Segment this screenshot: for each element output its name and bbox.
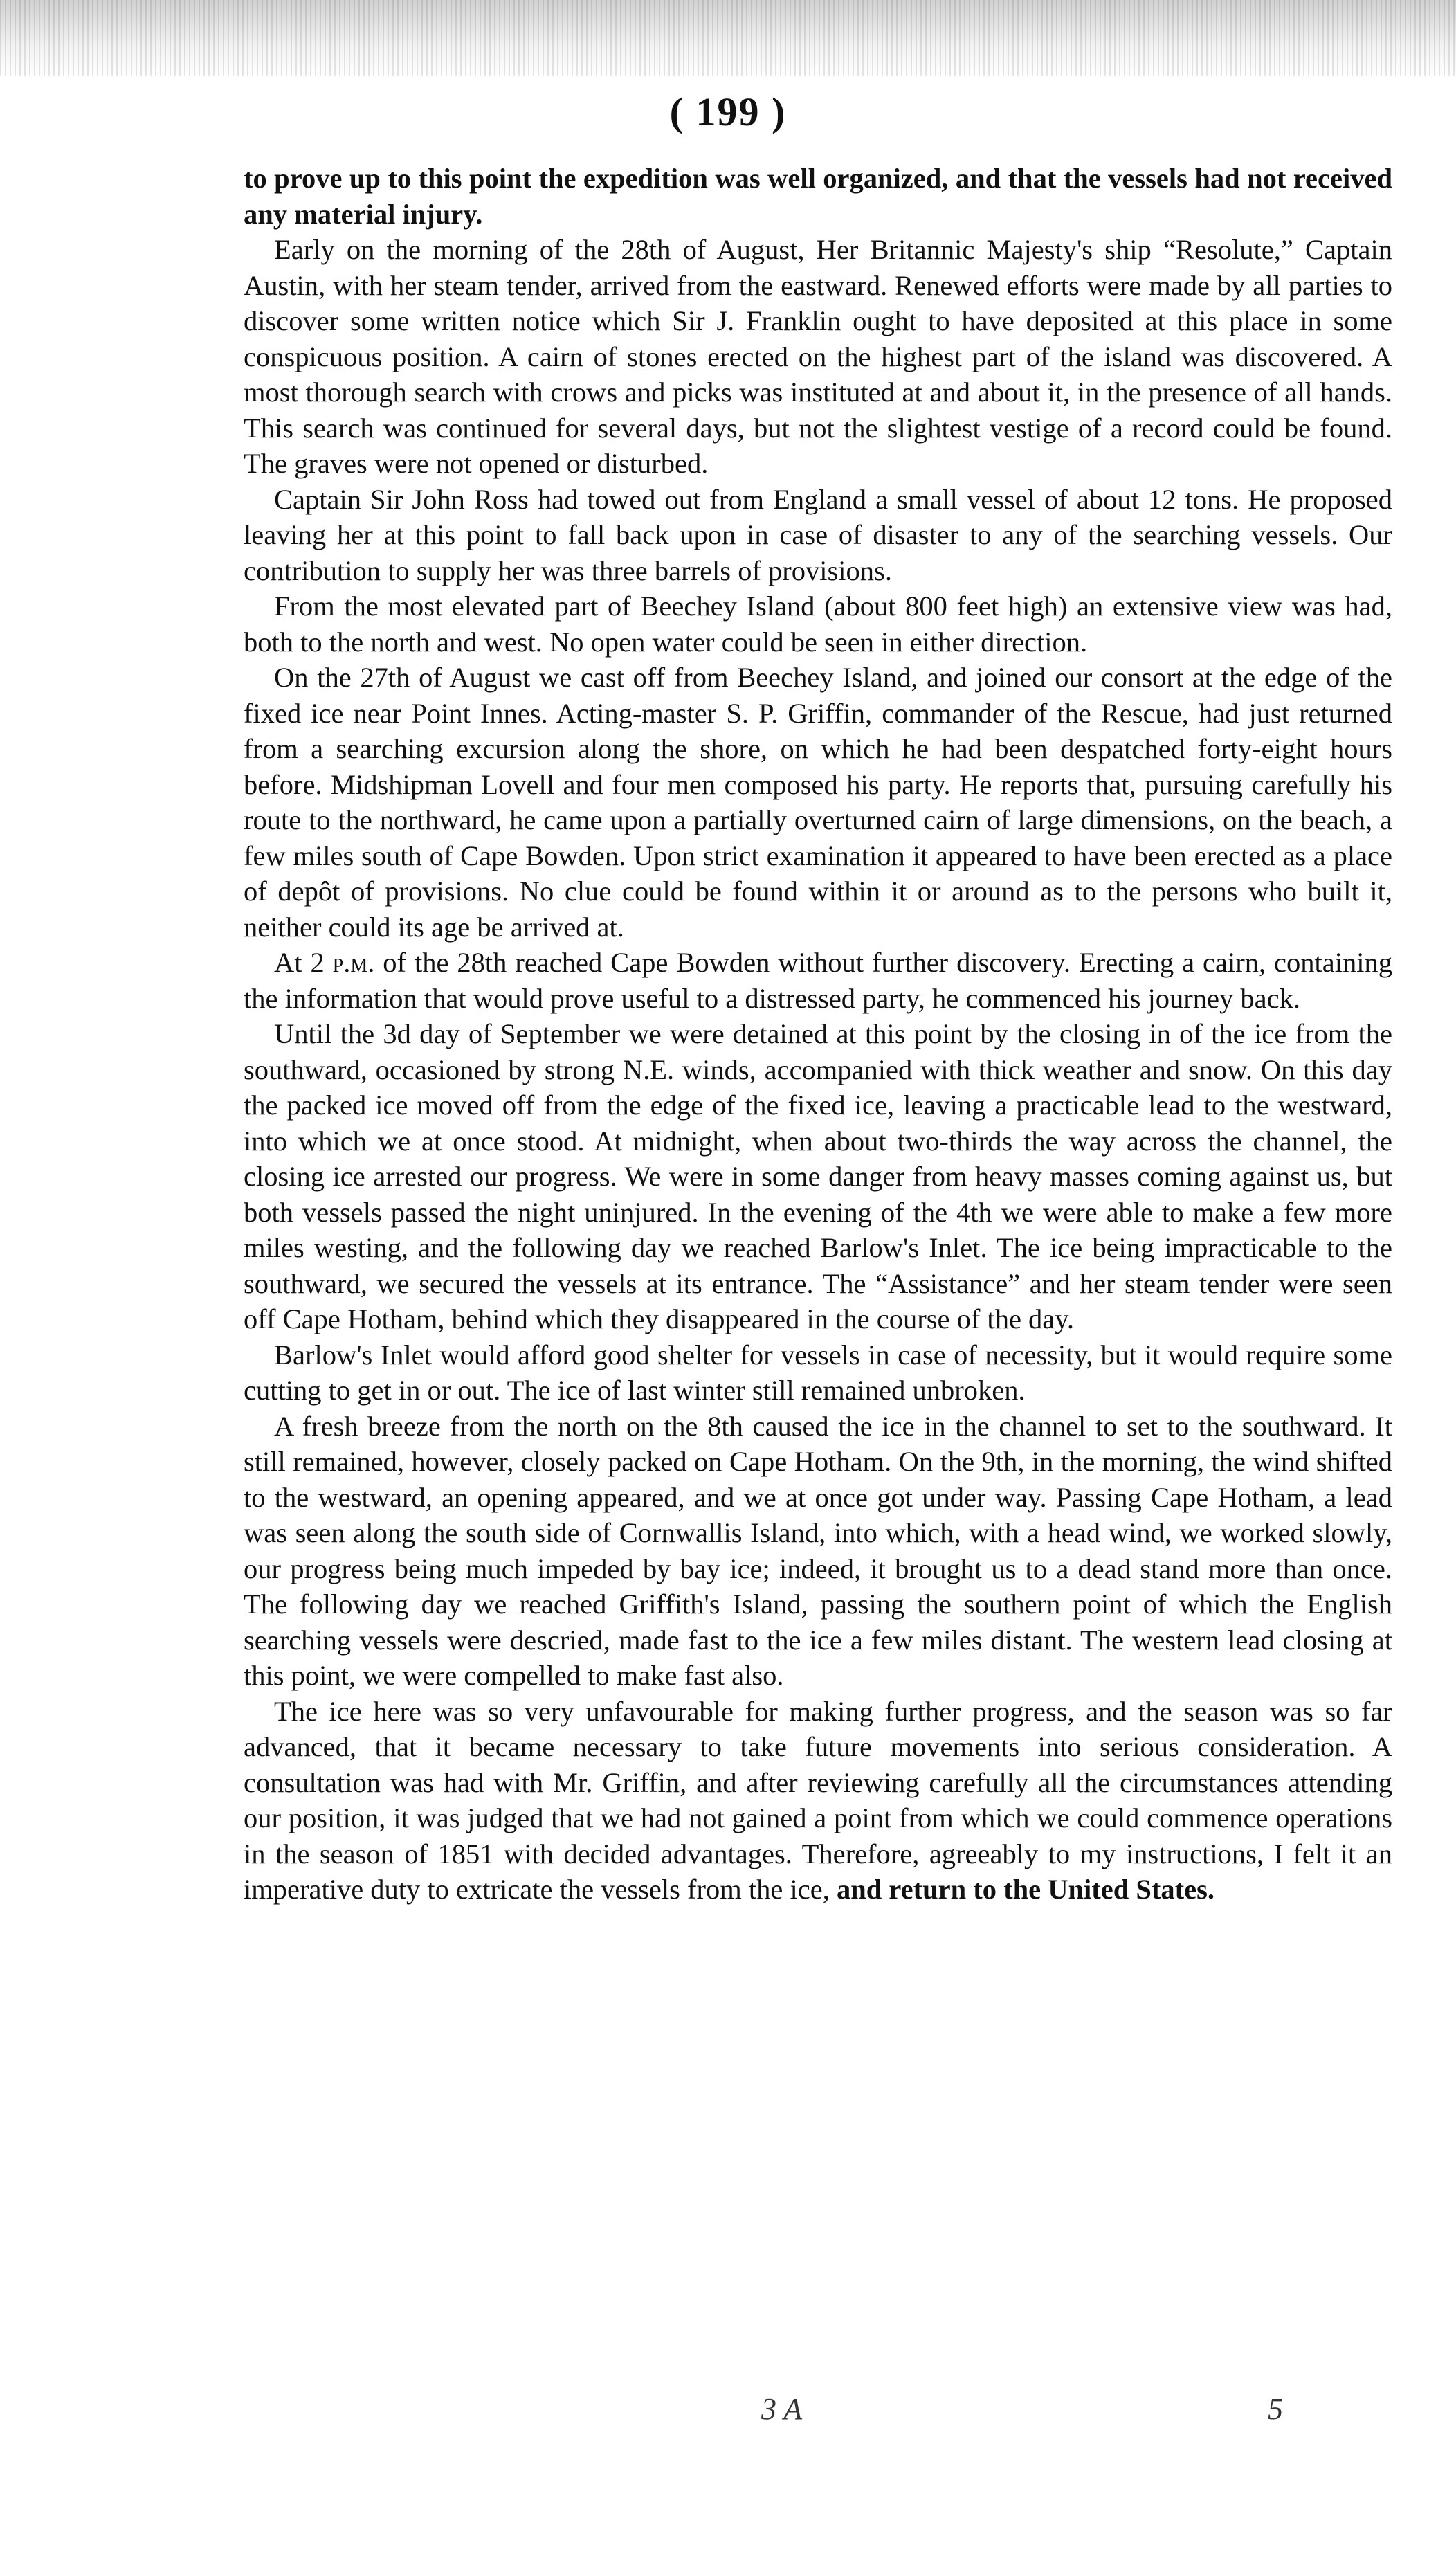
paragraph: On the 27th of August we cast off from Beechey Island, and joined our consort at the edge of the fixed ice near Point Innes. Acting-master S. P. Griffin, commander of the Rescue, had just returned from a searching excursion along the shore, on which he had been despatched forty-eight hours before. Midshipman Lovell and four men composed his party. He reports that, pursuing carefully his route to the northward, he came upon a partially overturned cairn of large dimensions, on the beach, a few miles south of Cape Bowden. Upon strict examination it appeared to have been erected as a place of depôt of provisions. No clue could be found within it or around as to the persons who built it, neither could its age be arrived at. <box>244 662 1392 943</box>
paragraph-lead: At 2 <box>274 947 333 978</box>
signature-mark: 3 A <box>761 2392 803 2426</box>
paragraph: Early on the morning of the 28th of August, Her Britannic Majesty's ship “Resolute,” Captain Austin, with her steam tender, arrived from the eastward. Renewed efforts were made by all parties to discover some written notice which Sir J. Franklin ought to have deposited at this place in some conspicuous position. A cairn of stones erected on the highest part of the island was discovered. A most thorough search with crows and picks was instituted at and about it, in the presence of all hands. This search was continued for several days, but not the slightest vestige of a record could be found. The graves were not opened or disturbed. <box>244 234 1392 479</box>
paragraph: Barlow's Inlet would afford good shelter for vessels in case of necessity, but it would require some cutting to get in or out. The ice of last winter still remained unbroken. <box>244 1339 1392 1406</box>
page-number: ( 199 ) <box>669 89 787 134</box>
body-text <box>244 161 1392 1908</box>
paragraph: A fresh breeze from the north on the 8th caused the ice in the channel to set to the southward. It still remained, however, closely packed on Cape Hotham. On the 9th, in the morning, the wind shifted to the westward, an opening appeared, and we at once got under way. Passing Cape Hotham, a lead was seen along the south side of Cornwallis Island, into which, with a head wind, we worked slowly, our progress being much impeded by bay ice; indeed, it brought us to a dead stand more than once. The following day we reached Griffith's Island, passing the southern point of which the English searching vessels were descried, made fast to the ice a few miles distant. The western lead closing at this point, we were compelled to make fast also. <box>244 1410 1392 1691</box>
paragraph: Until the 3d day of September we were detained at this point by the closing in of the ice from the southward, occasioned by strong N.E. winds, accompanied with thick weather and snow. On this day the packed ice moved off from the edge of the fixed ice, leaving a practicable lead to the westward, into which we at once stood. At midnight, when about two-thirds the way across the channel, the closing ice arrested our progress. We were in some danger from heavy masses coming against us, but both vessels passed the night uninjured. In the evening of the 4th we were able to make a few more miles westing, and the following day we reached Barlow's Inlet. The ice being impracticable to the southward, we secured the vessels at its entrance. The “Assistance” and her steam tender were seen off Cape Hotham, behind which they disappeared in the course of the day. <box>244 1018 1392 1334</box>
time-abbreviation: p.m. <box>332 947 375 978</box>
paragraph <box>244 945 1392 1016</box>
paragraph: Captain Sir John Ross had towed out from England a small vessel of about 12 tons. He proposed leaving her at this point to fall back upon in case of disaster to any of the searching vessels. Our contribution to supply her was three barrels of provisions. <box>244 483 1392 586</box>
paragraph: From the most elevated part of Beechey Island (about 800 feet high) an extensive view was had, both to the north and west. No open water could be seen in either direction. <box>244 590 1392 658</box>
scan-border-shadow <box>0 0 1456 76</box>
paragraph <box>244 1694 1392 1908</box>
footer-mark: 5 <box>1268 2392 1283 2426</box>
paragraph-lead: The ice here was so very unfavourable for making further progress, and the season was so far advanced, that it became necessary to take future movements into serious consideration. A consultation was had with Mr. Griffin, and after reviewing carefully all the circumstances attending our position, it was judged that we had not gained a point from which we could commence operations in the season of 1851 with decided advantages. Therefore, agreeably to my instructions, I felt it an imperative duty to extricate the vessels from the ice, <box>244 1695 1392 1905</box>
paragraph-rest: of the 28th reached Cape Bowden without further discovery. Erecting a cairn, containing the information that would prove useful to a distressed party, he commenced his journey back. <box>244 947 1392 1014</box>
paragraph-ending: and return to the United States. <box>829 1874 1214 1905</box>
paragraph: to prove up to this point the expedition was well organized, and that the vessels had not received any material injury. <box>244 163 1392 230</box>
